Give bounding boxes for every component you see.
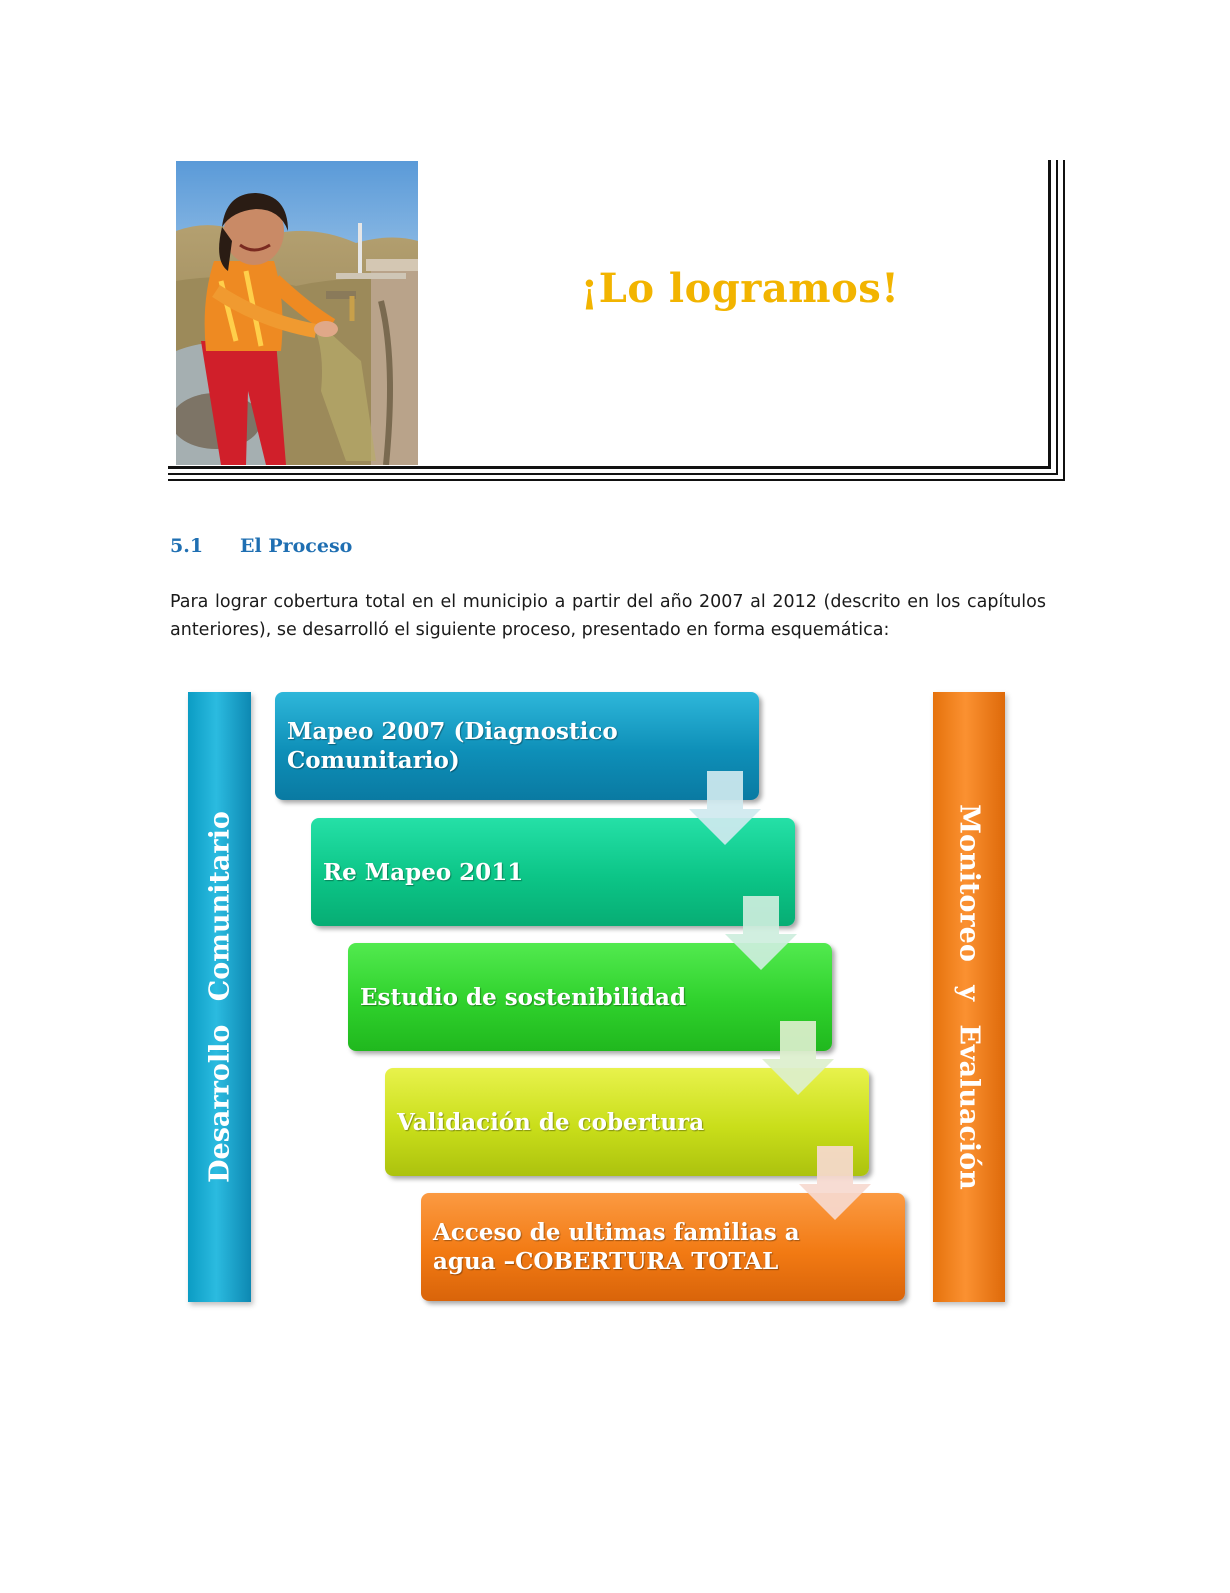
down-arrow-icon	[762, 1021, 834, 1095]
community-development-bar	[188, 692, 251, 1302]
process-step-label: Re Mapeo 2011	[323, 858, 524, 886]
section-heading	[170, 535, 352, 557]
frame-line-right-1	[1048, 160, 1051, 469]
frame-line-right-3	[1063, 160, 1065, 481]
process-step-1	[275, 692, 759, 800]
process-step-label: Estudio de sostenibilidad	[360, 983, 687, 1011]
monitoring-evaluation-label: Monitoreo y Evaluación	[953, 804, 985, 1190]
section-number: 5.1	[170, 535, 204, 557]
process-step-label: Validación de cobertura	[397, 1108, 705, 1136]
section-title: El Proceso	[240, 535, 353, 557]
down-arrow-icon	[799, 1146, 871, 1220]
frame-line-bottom-2	[168, 473, 1058, 475]
frame-line-bottom-3	[168, 479, 1065, 481]
down-arrow-icon	[725, 896, 797, 970]
frame-line-bottom-1	[168, 466, 1051, 469]
intro-paragraph: Para lograr cobertura total en el municipio a partir del año 2007 al 2012 (descrito en los capítulos anteriores), se desarrolló el siguiente proceso, presentado en forma esquemática:	[170, 592, 1046, 640]
community-development-label: Desarrollo Comunitario	[204, 811, 235, 1183]
girl-washing-hands-photo	[176, 161, 418, 465]
monitoring-evaluation-bar	[933, 692, 1005, 1302]
frame-line-right-2	[1056, 160, 1058, 475]
process-step-label: Acceso de ultimas familias a agua –COBERTURA TOTAL	[433, 1219, 800, 1275]
chapter-title: ¡Lo logramos!	[580, 265, 900, 312]
process-step-label: Mapeo 2007 (Diagnostico Comunitario)	[287, 718, 618, 774]
down-arrow-icon	[689, 771, 761, 845]
